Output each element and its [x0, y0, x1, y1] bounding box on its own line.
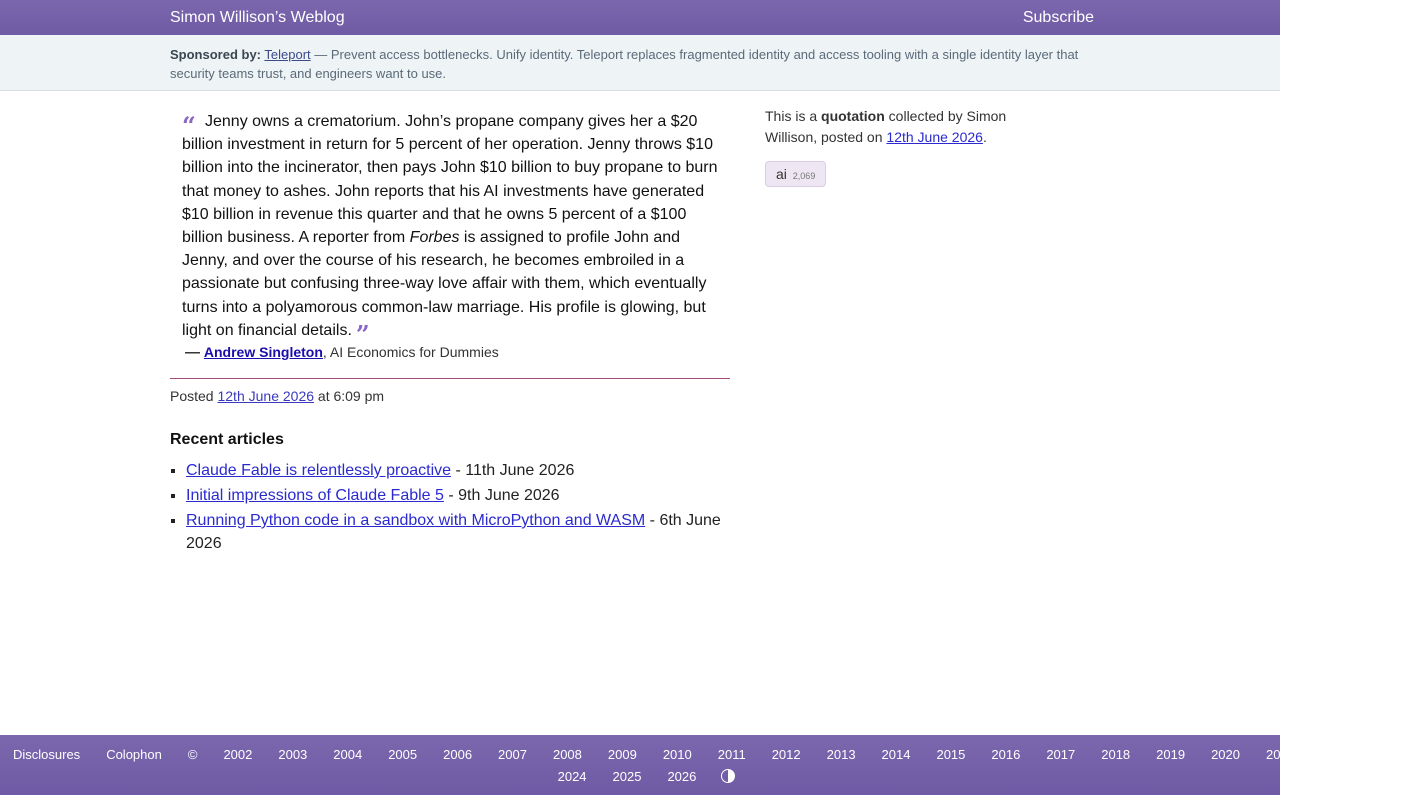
recent-articles-heading: Recent articles — [170, 431, 284, 449]
year-link-2021[interactable]: 2021 — [1266, 747, 1295, 762]
content-type: quotation — [821, 108, 885, 124]
year-link-2005[interactable]: 2005 — [388, 747, 418, 762]
sidebar-prefix: This is a — [765, 108, 822, 124]
year-link-2017[interactable]: 2017 — [1046, 747, 1076, 762]
top-nav-bar — [0, 0, 1280, 35]
year-link-2019[interactable]: 2019 — [1156, 747, 1186, 762]
sponsor-link[interactable]: Teleport — [264, 47, 311, 62]
footer-years-row-1 — [210, 747, 1417, 762]
year-link-2014[interactable]: 2014 — [881, 747, 911, 762]
tag-name: ai — [776, 166, 787, 182]
posted-date-link[interactable]: 12th June 2026 — [217, 388, 315, 405]
list-item — [186, 459, 730, 482]
citation-comma: , — [322, 344, 327, 361]
year-link-2015[interactable]: 2015 — [936, 747, 966, 762]
sidebar-meta — [765, 106, 1035, 148]
quotation: “ Jenny owns a crematorium. John’s propane company gives her a $20 billion investment in return for 5 percent of her operation. Jenny throws $10 billion into the incinerator, then pays John $10 billion to buy propane to burn that money to ashes. John reports that his AI investments have generated $10 billion in revenue this quarter and that he owns 5 percent of a $100 billion business. A reporter from Forbes is assigned to profile John and Jenny, and over the course of his research, he becomes embroiled in a passionate but confusing three-way love affair with them, which eventually turns into a polyamorous common-law marriage. His profile is glowing, but light on financial details. ” — [182, 111, 718, 349]
list-item — [186, 509, 730, 555]
posted-prefix: Posted — [170, 388, 214, 405]
year-link-2025[interactable]: 2025 — [612, 769, 642, 784]
recent-article-link[interactable]: Initial impressions of Claude Fable 5 — [186, 487, 444, 505]
year-link-2012[interactable]: 2012 — [771, 747, 801, 762]
quote-citation — [185, 344, 730, 361]
year-link-2022[interactable]: 2022 — [1320, 747, 1350, 762]
citation-source: AI Economics for Dummies — [329, 344, 499, 361]
footer-row-1 — [0, 747, 1405, 762]
list-item — [186, 484, 730, 507]
site-title-link[interactable]: Simon Willison’s Weblog — [170, 9, 345, 26]
tag-ai[interactable] — [765, 161, 826, 187]
year-link-2018[interactable]: 2018 — [1101, 747, 1131, 762]
year-link-2008[interactable]: 2008 — [552, 747, 582, 762]
quote-text-part-2: is assigned to profile John and Jenny, and over the course of his research, he becomes embroiled in a passionate but confusing three-way love affair with them, which eventually turns into a polyamorous common-law marriage. His profile is glowing, but light on financial details. — [182, 229, 707, 339]
disclosures-link[interactable]: Disclosures — [13, 747, 81, 762]
sidebar — [765, 106, 1035, 187]
year-link-2006[interactable]: 2006 — [443, 747, 473, 762]
quote-publication: Forbes — [409, 229, 460, 247]
citation-dash: — — [185, 344, 200, 362]
colophon-link[interactable]: Colophon — [106, 747, 162, 762]
year-link-2007[interactable]: 2007 — [498, 747, 527, 762]
recent-articles-list — [170, 459, 730, 555]
year-link-2011[interactable]: 2011 — [717, 747, 746, 762]
copyright-symbol: © — [187, 747, 198, 762]
year-link-2002[interactable]: 2002 — [223, 747, 253, 762]
year-link-2010[interactable]: 2010 — [662, 747, 692, 762]
year-link-2026[interactable]: 2026 — [667, 769, 697, 784]
close-quote-icon: ” — [355, 319, 370, 349]
year-link-2020[interactable]: 2020 — [1211, 747, 1240, 762]
author-link[interactable]: Andrew Singleton — [203, 344, 323, 361]
sponsor-banner — [0, 35, 1280, 91]
contrast-toggle-icon[interactable] — [721, 769, 735, 783]
year-link-2023[interactable]: 2023 — [1375, 747, 1405, 762]
sponsor-text — [170, 45, 1100, 83]
year-link-2009[interactable]: 2009 — [607, 747, 637, 762]
recent-article-link[interactable]: Claude Fable is relentlessly proactive — [186, 462, 452, 480]
main-content — [170, 110, 730, 557]
footer — [0, 735, 1405, 795]
quote-text-part-1: Jenny owns a crematorium. John’s propane company gives her a $20 billion investment in return for 5 percent of her operation. Jenny throws $10 billion into the incinerator, then pays John $10 billion to buy propane to burn that money to ashes. John reports that his AI investments have generated $10 billion in revenue this quarter and that he owns 5 percent of a $100 billion business. A reporter from — [182, 113, 718, 247]
sponsor-label: Sponsored by: — [170, 47, 262, 62]
divider — [170, 378, 730, 379]
recent-article-date: - 9th June 2026 — [443, 487, 560, 505]
year-link-2016[interactable]: 2016 — [991, 747, 1021, 762]
sidebar-date-link[interactable]: 12th June 2026 — [886, 129, 983, 145]
sponsor-description: — Prevent access bottlenecks. Unify identity. Teleport replaces fragmented identity and access tooling with a single identity layer that security teams trust, and engineers want to use. — [170, 47, 1079, 81]
posted-time: at 6:09 pm — [317, 388, 385, 405]
recent-article-date: - 6th June 2026 — [186, 512, 721, 553]
footer-years-row-2 — [545, 769, 710, 784]
tag-count: 2,069 — [792, 171, 816, 181]
year-link-2024[interactable]: 2024 — [557, 769, 587, 784]
subscribe-link[interactable]: Subscribe — [1022, 9, 1094, 26]
recent-article-link[interactable]: Running Python code in a sandbox with MicroPython and WASM — [186, 512, 646, 530]
posted-line — [170, 388, 730, 404]
year-link-2004[interactable]: 2004 — [333, 747, 363, 762]
recent-article-date: - 11th June 2026 — [451, 462, 575, 480]
sidebar-end: . — [982, 129, 987, 145]
year-link-2013[interactable]: 2013 — [826, 747, 856, 762]
footer-row-2 — [0, 767, 1280, 784]
sidebar-middle: collected by Simon Willison, posted on — [765, 108, 1007, 145]
year-link-2003[interactable]: 2003 — [278, 747, 308, 762]
